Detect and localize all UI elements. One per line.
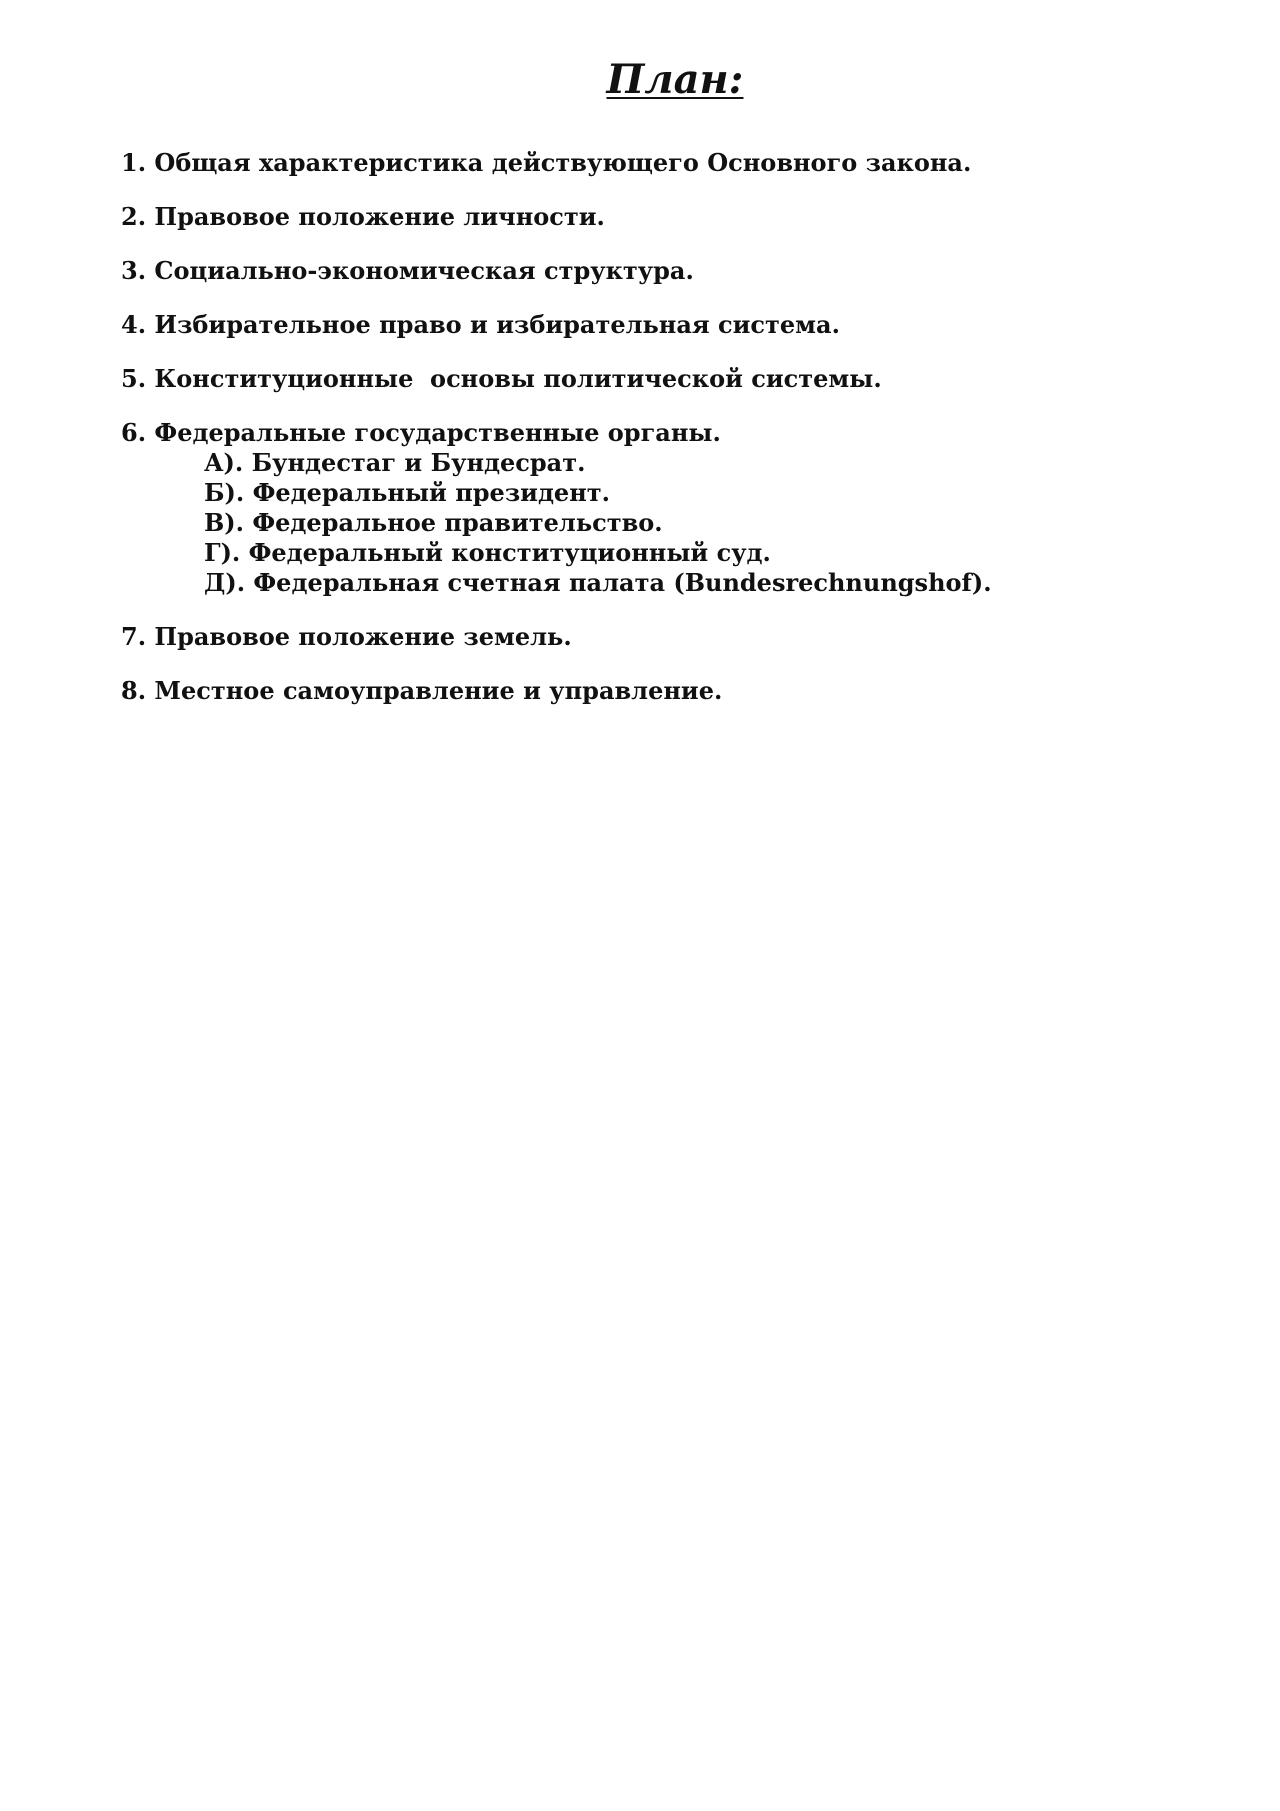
plan-item-1 xyxy=(121,148,1221,178)
plan-item-8 xyxy=(121,676,1221,706)
plan-list xyxy=(121,148,1221,730)
plan-item-number: 3. xyxy=(121,256,147,285)
plan-item-7 xyxy=(121,622,1221,652)
plan-item-text: Конституционные основы политической системы. xyxy=(154,364,882,393)
plan-item-number: 5. xyxy=(121,364,147,393)
plan-item-number: 1. xyxy=(121,148,147,177)
plan-item-text: Местное самоуправление и управление. xyxy=(154,676,723,705)
plan-subitem-g: Г). Федеральный конституционный суд. xyxy=(204,538,771,567)
plan-subitem-a: А). Бундестаг и Бундесрат. xyxy=(204,448,586,477)
plan-item-text: Избирательное право и избирательная система. xyxy=(154,310,840,339)
plan-item-number: 8. xyxy=(121,676,147,705)
plan-subitem-v: В). Федеральное правительство. xyxy=(204,508,663,537)
plan-sublist xyxy=(121,448,1221,598)
plan-item-number: 6. xyxy=(121,418,147,447)
plan-subitem-d: Д). Федеральная счетная палата (Bundesrechnungshof). xyxy=(204,568,992,597)
plan-item-5 xyxy=(121,364,1221,394)
plan-item-number: 4. xyxy=(121,310,147,339)
page-title: План: xyxy=(606,56,744,103)
plan-item-text: Правовое положение личности. xyxy=(154,202,605,231)
plan-item-2 xyxy=(121,202,1221,232)
plan-item-text: Правовое положение земель. xyxy=(154,622,572,651)
plan-item-number: 2. xyxy=(121,202,147,231)
plan-subitem-b: Б). Федеральный президент. xyxy=(204,478,610,507)
plan-item-text: Общая характеристика действующего Основного закона. xyxy=(154,148,972,177)
plan-item-text: Федеральные государственные органы. xyxy=(154,418,721,447)
plan-item-text: Социально-экономическая структура. xyxy=(154,256,694,285)
plan-item-4 xyxy=(121,310,1221,340)
plan-item-6 xyxy=(121,418,1221,598)
plan-item-3 xyxy=(121,256,1221,286)
plan-item-number: 7. xyxy=(121,622,147,651)
